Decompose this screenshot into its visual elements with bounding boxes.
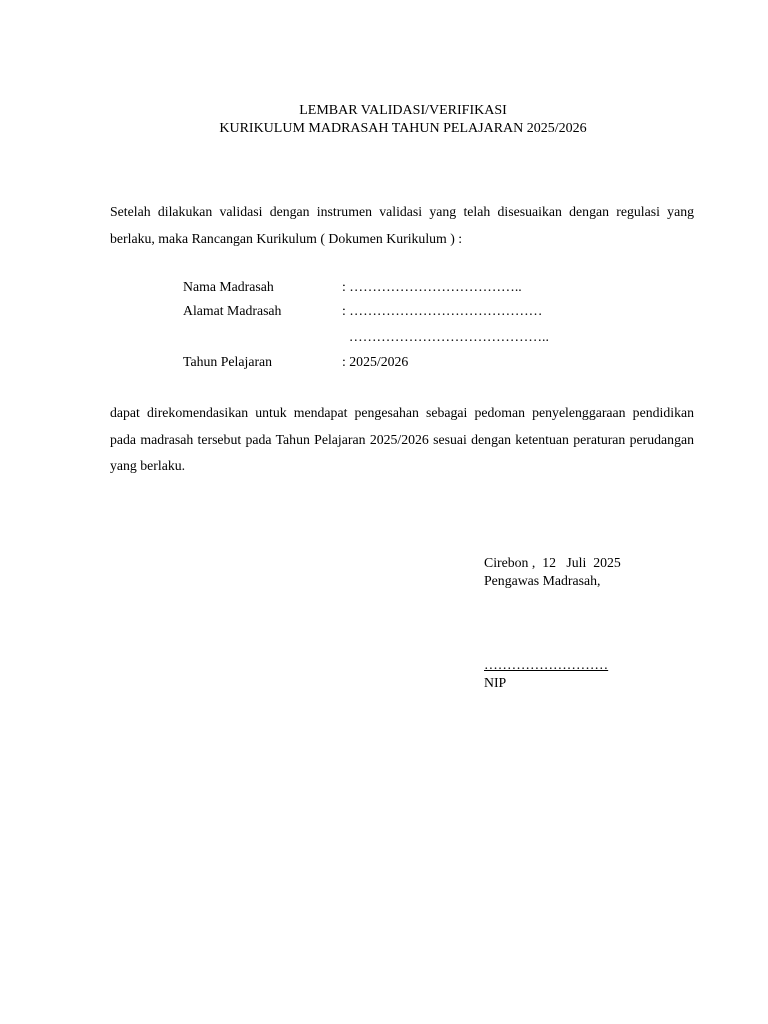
alamat-madrasah-value: : ……………………………………	[342, 303, 543, 318]
signature-place-date: Cirebon , 12 Juli 2025	[484, 555, 621, 570]
tahun-pelajaran-value: : 2025/2026	[342, 354, 409, 369]
document-title: LEMBAR VALIDASI/VERIFIKASI	[299, 103, 507, 118]
tahun-pelajaran-label: Tahun Pelajaran	[183, 354, 273, 369]
document-subtitle: KURIKULUM MADRASAH TAHUN PELAJARAN 2025/2026	[219, 121, 587, 136]
closing-paragraph: dapat direkomendasikan untuk mendapat pengesahan sebagai pedoman penyelenggaraan pendidikan pada madrasah tersebut pada Tahun Pelajaran 2025/2026 sesuai dengan ketentuan peraturan perudangan yang berlaku.	[110, 405, 694, 473]
alamat-madrasah-value-line-2: ……………………………………..	[342, 329, 549, 344]
signature-role: Pengawas Madrasah,	[484, 573, 601, 588]
alamat-madrasah-label: Alamat Madrasah	[183, 303, 282, 318]
signature-nip-label: NIP	[484, 675, 507, 690]
nama-madrasah-label: Nama Madrasah	[183, 279, 274, 294]
signature-name-line: ………………………	[484, 657, 609, 672]
intro-paragraph: Setelah dilakukan validasi dengan instrumen validasi yang telah disesuaikan dengan regulasi yang berlaku, maka Rancangan Kurikulum ( Dokumen Kurikulum ) :	[110, 204, 694, 246]
nama-madrasah-value: : ………………………………..	[342, 279, 522, 294]
